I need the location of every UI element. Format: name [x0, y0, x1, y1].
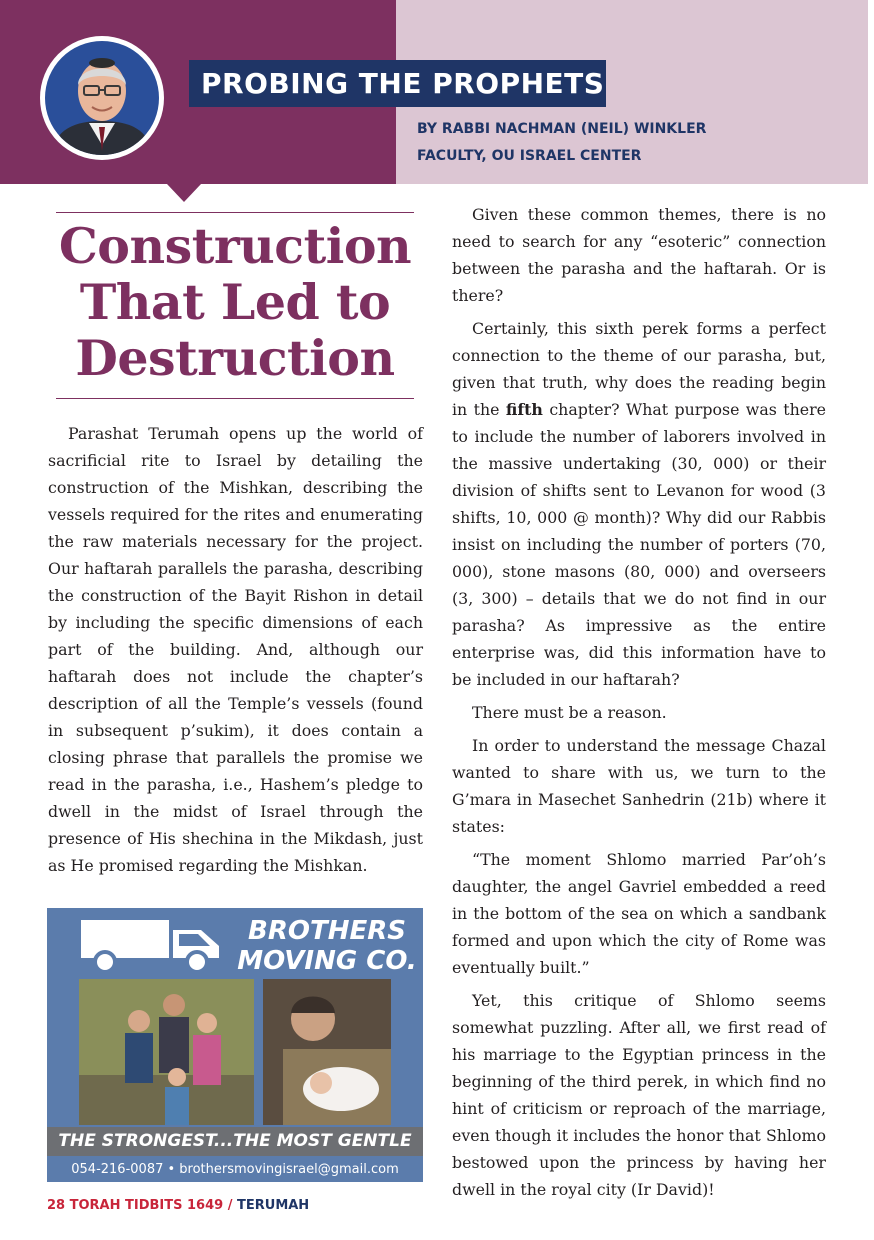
headline-line-1: Construction [58, 217, 412, 275]
author-portrait-illustration [45, 41, 159, 155]
ad-contact-info[interactable]: 054-216-0087 • brothersmovingisrael@gmail.com [71, 1162, 399, 1177]
ad-brand-name [237, 916, 417, 976]
headline-line-2: That Led to [79, 273, 391, 331]
moving-truck-icon [79, 916, 229, 976]
headline [40, 218, 430, 386]
ad-brand-line-2: MOVING CO. [237, 946, 417, 976]
byline-author: BY RABBI NACHMAN (NEIL) WINKLER [417, 121, 707, 137]
paragraph: Parashat Terumah opens up the world of sacrificial rite to Israel by detailing the construction of the Mishkan, describing the vessels required for the rites and enumerating the raw materials necessary for the project. Our haftarah parallels the parasha, describing the construction of the Bayit Rishon in detail by including the specific dimensions of each part of the building. And, although our haftarah does not include the chapter’s description of all the Temple’s vessels (found in subsequent p’sukim), it does contain a closing phrase that parallels the promise we read in the parasha, i.e., Hashem’s pledge to dwell in the midst of Israel through the presence of His shechina in the Mikdash, just as He promised regarding the Mishkan. [48, 424, 423, 875]
ad-brand-line-1: BROTHERS [248, 916, 406, 946]
headline-rule-top [56, 212, 414, 213]
paragraph-text: chapter? What purpose was there to include the number of laborers involved in the massive undertaking (30, 000) or their division of shifts sent to Levanon for wood (3 shifts, 10, 000 @ month)? Why did our Rabbis insist on including the number of porters (70, 000), stone masons (80, 000) and overseers (3, 300) – details that we do not find in our parasha? As impressive as the entire enterprise was, did this information have to be included in our haftarah? [452, 400, 826, 689]
footer-section: TERUMAH [237, 1198, 310, 1213]
emphasis-fifth: fifth [505, 400, 543, 419]
paragraph: In order to understand the message Chazal wanted to share with us, we turn to the G’mara in Masechet Sanhedrin (21b) where it states: [452, 736, 826, 836]
paragraph [452, 315, 826, 693]
paragraph-text: Certainly, this sixth perek forms a perfect connection to the theme of our parasha, but, given that truth, why does the reading begin in the [452, 319, 826, 419]
header-pointer [167, 184, 201, 202]
article-column-right [452, 201, 826, 1209]
headline-rule-bottom [56, 398, 414, 399]
author-photo [40, 36, 164, 160]
advertisement[interactable] [47, 908, 423, 1182]
byline-affiliation: FACULTY, OU ISRAEL CENTER [417, 148, 642, 164]
footer-page-info: 28 TORAH TIDBITS 1649 / [47, 1198, 237, 1213]
column-title: PROBING THE PROPHETS [189, 60, 606, 107]
paragraph: Given these common themes, there is no need to search for any “esoteric” connection between the parasha and the haftarah. Or is there? [452, 205, 826, 305]
quote-paragraph: “The moment Shlomo married Par’oh’s daughter, the angel Gavriel embedded a reed in the bottom of the sea on which a sandbank formed and upon which the city of Rome was eventually built.” [452, 850, 826, 977]
ad-family-photo [79, 979, 254, 1125]
ad-parent-with-baby-photo [263, 979, 391, 1125]
paragraph: There must be a reason. [472, 703, 667, 722]
article-column-left [48, 420, 423, 885]
page-footer [47, 1198, 309, 1213]
headline-line-3: Destruction [75, 329, 395, 387]
ad-tagline: THE STRONGEST...THE MOST GENTLE [47, 1127, 423, 1156]
byline [417, 116, 717, 170]
paragraph: Yet, this critique of Shlomo seems somewhat puzzling. After all, we first read of his marriage to the Egyptian princess in the beginning of the third perek, in which find no hint of criticism or reproach of the marriage, even though it includes the honor that Shlomo bestowed upon the princess by having her dwell in the royal city (Ir David)! [452, 991, 826, 1199]
